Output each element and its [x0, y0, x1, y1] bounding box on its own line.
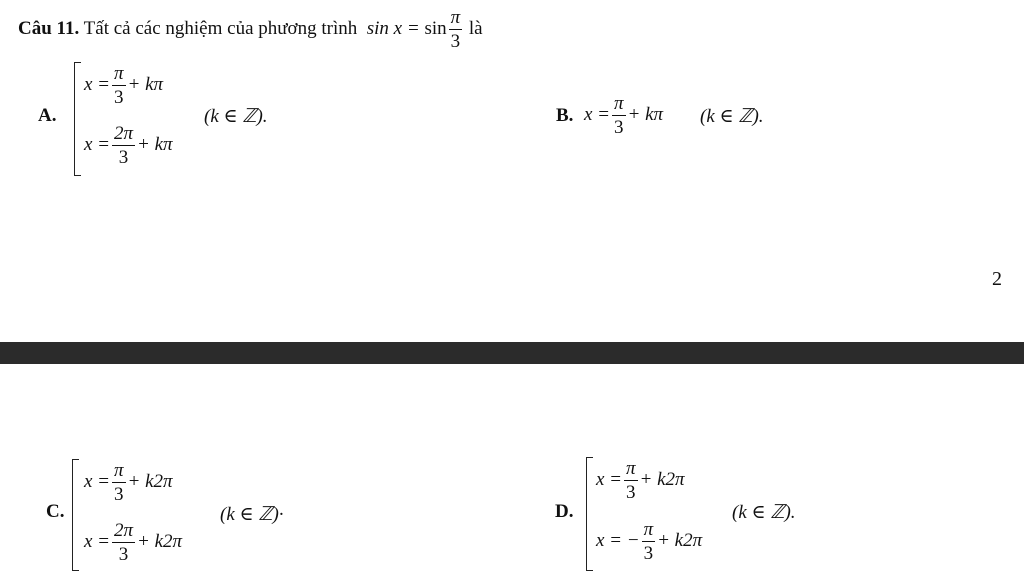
equation-lhs: sin x =	[366, 17, 420, 39]
option-a-line2: x = $\frac{2\pi}{3}$ + kπ	[84, 123, 173, 168]
option-a-condition: (k ∈ ℤ).	[204, 106, 268, 127]
option-d-condition: (k ∈ ℤ).	[732, 502, 796, 523]
option-d-line1: x = $\frac{\pi}{3}$ + k2π	[596, 458, 685, 503]
option-a-label[interactable]: A.	[38, 105, 57, 126]
question-number: Câu 11.	[18, 17, 80, 39]
equation-sin: sin	[424, 17, 447, 39]
page-number: 2	[992, 268, 1002, 290]
option-c-condition: (k ∈ ℤ)·	[220, 504, 284, 525]
option-b-condition: (k ∈ ℤ).	[700, 106, 764, 127]
question-stem	[18, 8, 483, 51]
option-d-label[interactable]: D.	[555, 501, 574, 522]
option-b-expression: x = $\frac{\pi}{3}$ + kπ	[584, 93, 664, 138]
option-c-label[interactable]: C.	[46, 501, 65, 522]
equation-fraction: $\frac{\pi}{3}$	[450, 7, 461, 52]
option-c-line1: x = $\frac{\pi}{3}$ + k2π	[84, 460, 173, 505]
option-a-line1: x = $\frac{\pi}{3}$ + kπ	[84, 63, 164, 108]
option-c-line2: x = $\frac{2\pi}{3}$ + k2π	[84, 520, 183, 565]
question-suffix: là	[468, 17, 483, 39]
option-d-line2: x = − $\frac{\pi}{3}$ + k2π	[596, 519, 703, 564]
page-divider-bar	[0, 342, 1024, 364]
question-text: Tất cả các nghiệm của phương trình	[83, 17, 358, 39]
option-c-bracket	[72, 459, 79, 571]
option-b-label[interactable]: B.	[556, 105, 574, 126]
option-d-bracket	[586, 457, 593, 571]
option-a-bracket	[74, 62, 81, 176]
